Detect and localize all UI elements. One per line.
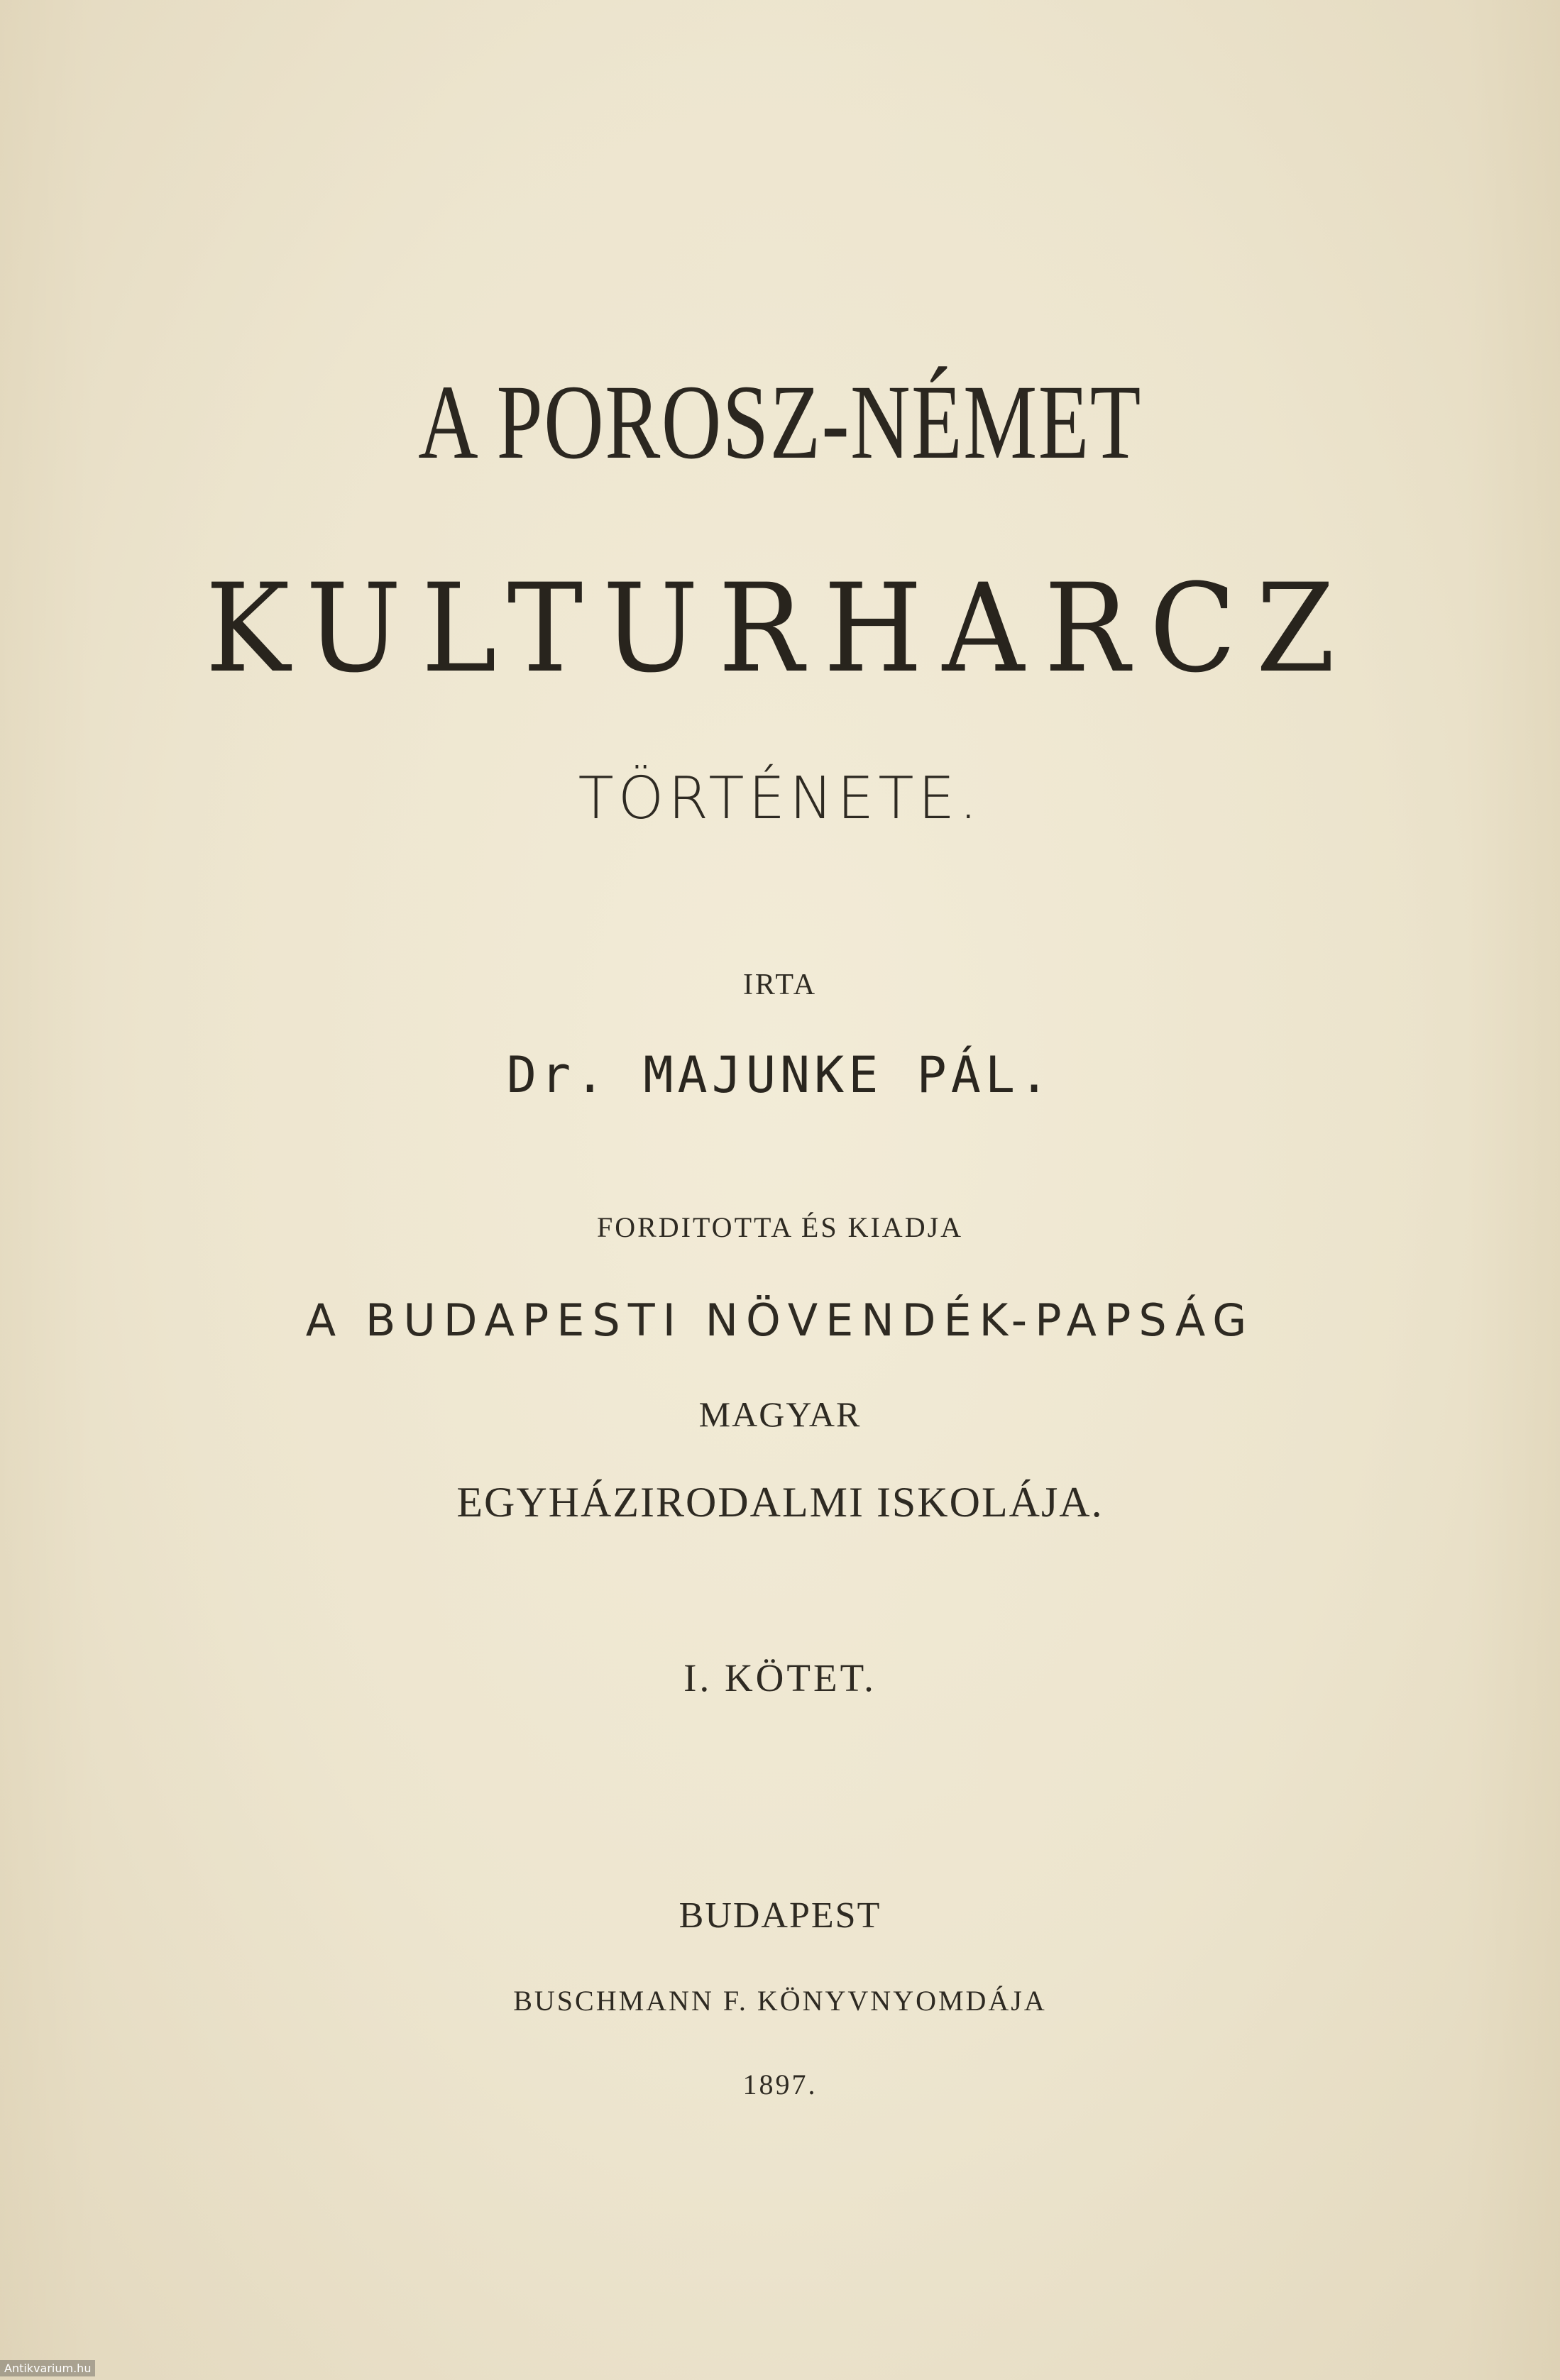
author-name: Dr. MAJUNKE PÁL.: [506, 1046, 1054, 1104]
title-line-1: A POROSZ-NÉMET: [418, 363, 1142, 481]
publisher-line-2: MAGYAR: [698, 1394, 862, 1434]
title-line-3: TÖRTÉNETE.: [578, 765, 982, 832]
imprint-printer: BUSCHMANN F. KÖNYVNYOMDÁJA: [513, 1985, 1047, 2017]
imprint-city: BUDAPEST: [679, 1895, 881, 1936]
volume-label: I. KÖTET.: [683, 1656, 877, 1699]
publisher-line-1: A BUDAPESTI NÖVENDÉK-PAPSÁG: [305, 1294, 1255, 1346]
watermark: Antikvarium.hu: [0, 2360, 95, 2376]
author-label: IRTA: [742, 969, 818, 1001]
imprint-year: 1897.: [742, 2068, 818, 2100]
title-line-2: KULTURHARCZ: [205, 557, 1355, 700]
translation-label: FORDITOTTA ÉS KIADJA: [596, 1211, 964, 1243]
publisher-line-3: EGYHÁZIRODALMI ISKOLÁJA.: [456, 1479, 1104, 1526]
